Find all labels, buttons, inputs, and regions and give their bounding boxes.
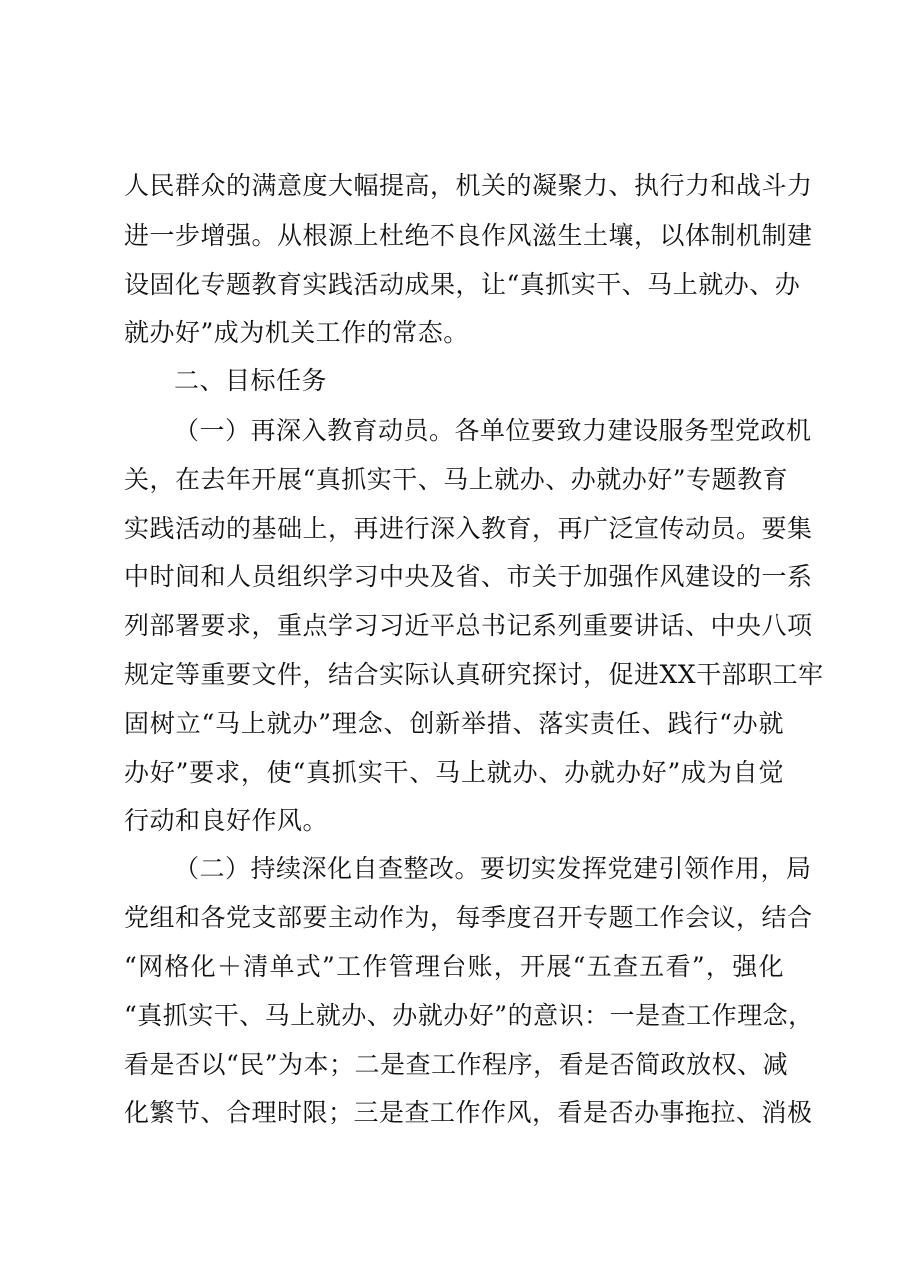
para2-line-6: 规定等重要文件，结合实际认真研究探讨，促进XX干部职工牢 bbox=[124, 660, 824, 689]
section-heading: 二、目标任务 bbox=[174, 366, 328, 395]
para3-line-3: “网格化＋清单式”工作管理台账，开展“五查五看”，强化 bbox=[124, 952, 784, 981]
para3-line-4: “真抓实干、马上就办、办就办好”的意识：一是查工作理念， bbox=[124, 1001, 814, 1030]
para1-line-1: 人民群众的满意度大幅提高，机关的凝聚力、执行力和战斗力 bbox=[124, 171, 813, 200]
para3-line-5: 看是否以“民”为本；二是查工作程序，看是否简政放权、减 bbox=[124, 1050, 789, 1079]
para1-line-4: 就办好”成为机关工作的常态。 bbox=[124, 318, 469, 347]
para3-line-2: 党组和各党支部要主动作为，每季度召开专题工作会议，结合 bbox=[124, 903, 813, 932]
para1-line-3: 设固化专题教育实践活动成果，让“真抓实干、马上就办、办 bbox=[124, 270, 801, 299]
para2-line-4: 中时间和人员组织学习中央及省、市关于加强作风建设的一系 bbox=[124, 562, 813, 591]
para3-line-1: （二）持续深化自查整改。要切实发挥党建引领作用，局 bbox=[174, 854, 812, 883]
para2-line-3: 实践活动的基础上，再进行深入教育，再广泛宣传动员。要集 bbox=[124, 514, 813, 543]
para3-line-6: 化繁节、合理时限；三是查工作作风，看是否办事拖拉、消极 bbox=[124, 1098, 813, 1127]
para2-line-2: 关，在去年开展“真抓实干、马上就办、办就办好”专题教育 bbox=[124, 465, 789, 494]
para2-line-5: 列部署要求，重点学习习近平总书记系列重要讲话、中央八项 bbox=[124, 611, 813, 640]
para2-line-1: （一）再深入教育动员。各单位要致力建设服务型党政机 bbox=[174, 416, 812, 445]
para1-line-2: 进一步增强。从根源上杜绝不良作风滋生土壤，以体制机制建 bbox=[124, 221, 813, 250]
para2-line-9: 行动和良好作风。 bbox=[124, 806, 329, 835]
para2-line-8: 办好”要求，使“真抓实干、马上就办、办就办好”成为自觉 bbox=[124, 758, 784, 787]
para2-line-7: 固树立“马上就办”理念、创新举措、落实责任、践行“办就 bbox=[124, 709, 784, 738]
